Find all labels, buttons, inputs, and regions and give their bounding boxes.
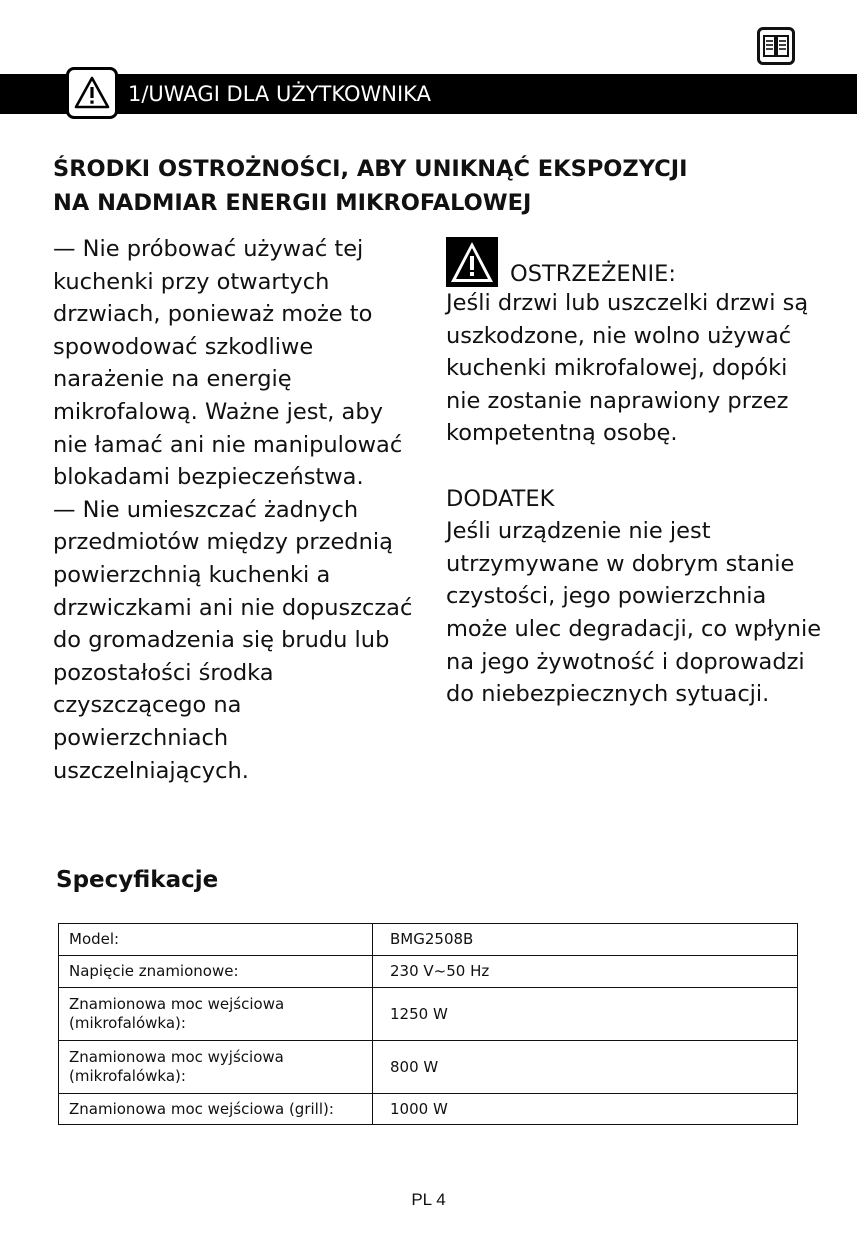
- spec-value: 230 V~50 Hz: [373, 956, 798, 988]
- table-row: [59, 956, 798, 988]
- specifications-table: [58, 923, 798, 1125]
- table-row: [59, 924, 798, 956]
- spacer: [446, 450, 826, 483]
- page-title-line-1: ŚRODKI OSTROŻNOŚCI, ABY UNIKNĄĆ EKSPOZYCJI: [53, 156, 688, 182]
- table-row: [59, 988, 798, 1041]
- page-title: [53, 152, 813, 220]
- page-number: PL 4: [411, 1190, 446, 1209]
- section-title: 1/UWAGI DLA UŻYTKOWNIKA: [128, 82, 431, 106]
- warning-triangle-icon: [446, 237, 498, 287]
- precaution-paragraph: — Nie umieszczać żadnych przedmiotów między przednią powierzchnią kuchenki a drzwiczkami ani nie dopuszczać do gromadzenia się brudu lub pozostałości środka czyszczącego na powierzchniach uszczelniających.: [53, 496, 413, 784]
- spec-value: 1250 W: [373, 988, 798, 1041]
- manual-book-icon: [757, 27, 795, 65]
- spec-label: Model:: [59, 924, 373, 956]
- warning-heading: [446, 236, 826, 287]
- warning-label: OSTRZEŻENIE:: [510, 261, 676, 287]
- addendum-text: Jeśli urządzenie nie jest utrzymywane w dobrym stanie czystości, jego powierzchnia może ulec degradacji, co wpłynie na jego żywotność i doprowadzi do niebezpiecznych sytuacji.: [446, 518, 822, 708]
- spec-value: 1000 W: [373, 1094, 798, 1125]
- warning-text: Jeśli drzwi lub uszczelki drzwi są uszkodzone, nie wolno używać kuchenki mikrofalowej, dopóki nie zostanie naprawiony przez kompetentną osobę.: [446, 290, 809, 447]
- spec-value: 800 W: [373, 1041, 798, 1094]
- page-title-line-2: NA NADMIAR ENERGII MIKROFALOWEJ: [53, 190, 532, 216]
- spec-label: Znamionowa moc wyjściowa (mikrofalówka):: [59, 1041, 373, 1094]
- table-row: [59, 1094, 798, 1125]
- spec-value: BMG2508B: [373, 924, 798, 956]
- spec-label: Znamionowa moc wejściowa (grill):: [59, 1094, 373, 1125]
- precaution-paragraph: — Nie próbować używać tej kuchenki przy otwartych drzwiach, ponieważ może to spowodować szkodliwe narażenie na energię mikrofalową. Ważne jest, aby nie łamać ani nie manipulować blokadami bezpieczeństwa.: [53, 236, 403, 491]
- warning-triangle-icon: [66, 67, 118, 119]
- precautions-column: [53, 233, 423, 787]
- table-row: [59, 1041, 798, 1094]
- warnings-column: [446, 236, 826, 711]
- specifications-title: Specyfikacje: [56, 867, 219, 893]
- spec-label: Napięcie znamionowe:: [59, 956, 373, 988]
- spec-label: Znamionowa moc wejściowa (mikrofalówka):: [59, 988, 373, 1041]
- addendum-label: DODATEK: [446, 485, 555, 512]
